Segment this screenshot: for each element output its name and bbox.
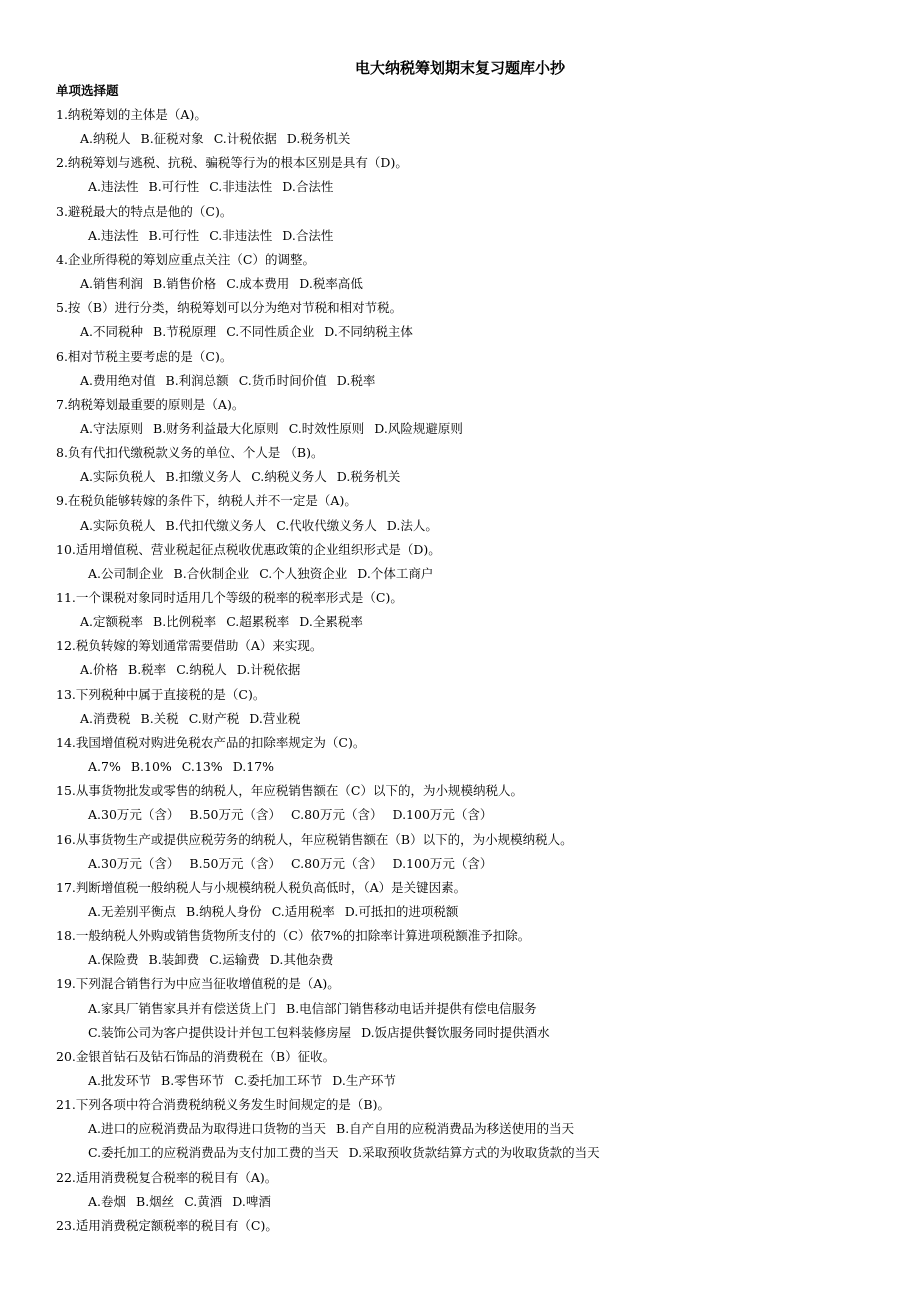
option-item: A.进口的应税消费品为取得进口货物的当天 <box>88 1121 327 1137</box>
option-item: A.批发环节 <box>88 1073 152 1088</box>
option-item: D.其他杂费 <box>269 952 334 968</box>
question-text: 14.我国增值税对购进免税农产品的扣除率规定为（C)。 <box>56 734 366 750</box>
option-item: B.自产自用的应税消费品为移送使用的当天 <box>336 1121 575 1137</box>
option-item: D.可抵扣的进项税额 <box>344 903 459 919</box>
option-item: C.不同性质企业 <box>226 324 315 340</box>
option-item: B.节税原理 <box>153 324 217 340</box>
option-item: C.13% <box>181 759 223 775</box>
option-row <box>88 1142 610 1164</box>
option-item: D.个体工商户 <box>357 565 434 581</box>
question-text: 17.判断增值税一般纳税人与小规模纳税人税负高低时，（A）是关键因素。 <box>56 879 467 895</box>
question-text: 3.避税最大的特点是他的（C)。 <box>56 203 233 219</box>
question-text: 11.一个课税对象同时适用几个等级的税率的税率形式是（C)。 <box>56 590 403 605</box>
option-item: B.装卸费 <box>148 952 200 968</box>
option-row <box>80 659 310 681</box>
option-item: C.80万元（含） <box>291 855 383 871</box>
option-row <box>88 804 502 826</box>
option-row <box>88 998 547 1020</box>
option-item: A.公司制企业 <box>88 565 164 581</box>
option-item: C.委托加工环节 <box>234 1073 323 1088</box>
option-row <box>80 321 423 343</box>
option-item: B.纳税人身份 <box>186 903 262 919</box>
option-item: A.实际负税人 <box>80 517 156 533</box>
option-item: A.家具厂销售家具并有偿送货上门 <box>88 1000 277 1016</box>
option-item: B.可行性 <box>148 227 200 243</box>
question-text: 8.负有代扣代缴税款义务的单位、个人是 （B)。 <box>56 445 324 461</box>
question-text: 4.企业所得税的筹划应重点关注（C）的调整。 <box>56 251 315 267</box>
option-item: A.消费税 <box>80 710 131 726</box>
option-row <box>88 176 343 198</box>
question-text: 22.适用消费税复合税率的税目有（A)。 <box>56 1169 278 1185</box>
option-row <box>80 418 473 440</box>
option-row <box>88 225 343 247</box>
option-item: A.卷烟 <box>88 1193 127 1209</box>
option-item: A.实际负税人 <box>80 469 156 485</box>
option-item: D.100万元（含） <box>392 807 493 823</box>
option-row <box>88 1118 584 1140</box>
question-text: 13.下列税种中属于直接税的是（C)。 <box>56 686 266 702</box>
option-item: D.啤酒 <box>232 1193 271 1209</box>
option-item: A.7% <box>88 759 121 775</box>
question-text: 9.在税负能够转嫁的条件下，纳税人并不一定是（A)。 <box>56 493 357 509</box>
option-item: C.委托加工的应税消费品为支付加工费的当天 <box>88 1145 339 1161</box>
option-item: A.30万元（含） <box>88 855 180 871</box>
question-text: 7.纳税筹划最重要的原则是（A)。 <box>56 396 245 412</box>
option-item: D.风险规避原则 <box>374 420 463 436</box>
option-row <box>88 853 502 875</box>
option-item: D.生产环节 <box>332 1073 396 1088</box>
question-text: 5.按（B）进行分类，纳税筹划可以分为绝对节税和相对节税。 <box>56 300 403 316</box>
option-item: C.非违法性 <box>209 227 273 243</box>
question-text: 10.适用增值税、营业税起征点税收优惠政策的企业组织形式是（D)。 <box>56 541 441 557</box>
option-item: B.利润总额 <box>165 372 229 388</box>
option-row <box>80 611 373 633</box>
option-item: B.销售价格 <box>153 276 217 292</box>
option-item: A.30万元（含） <box>88 807 180 823</box>
option-item: C.财产税 <box>188 710 240 726</box>
option-item: C.装饰公司为客户提供设计并包工包料装修房屋 <box>88 1024 352 1040</box>
option-item: B.扣缴义务人 <box>165 469 242 485</box>
option-row <box>80 466 410 488</box>
option-row <box>80 128 360 150</box>
option-item: A.无差别平衡点 <box>88 903 177 919</box>
option-item: D.不同纳税主体 <box>324 324 413 340</box>
option-item: D.税率高低 <box>299 276 363 292</box>
question-text: 21.下列各项中符合消费税纳税义务发生时间规定的是（B)。 <box>56 1097 390 1113</box>
question-text: 16.从事货物生产或提供应税劳务的纳税人，年应税销售额在（B）以下的，为小规模纳税人。 <box>56 831 573 847</box>
option-item: B.50万元（含） <box>189 807 281 823</box>
question-text: 2.纳税筹划与逃税、抗税、骗税等行为的根本区别是具有（D)。 <box>56 155 408 171</box>
option-item: D.营业税 <box>249 710 301 726</box>
option-row <box>80 708 310 730</box>
option-row <box>88 563 443 585</box>
question-text: 19.下列混合销售行为中应当征收增值税的是（A)。 <box>56 976 340 992</box>
question-text: 12.税负转嫁的筹划通常需要借助（A）来实现。 <box>56 638 323 654</box>
option-item: D.17% <box>232 759 275 775</box>
option-item: D.税率 <box>336 372 376 388</box>
option-item: A.不同税种 <box>80 324 144 340</box>
option-item: B.关税 <box>140 710 179 726</box>
option-item: B.零售环节 <box>161 1073 225 1088</box>
question-text: 18.一般纳税人外购或销售货物所支付的（C）依7%的扣除率计算进项税额准予扣除。 <box>56 928 531 944</box>
option-item: A.违法性 <box>88 179 139 195</box>
option-item: B.比例税率 <box>153 614 217 630</box>
option-item: C.货币时间价值 <box>238 372 327 388</box>
question-text: 23.适用消费税定额税率的税目有（C)。 <box>56 1217 278 1233</box>
option-item: C.运输费 <box>209 952 260 968</box>
option-item: C.纳税人 <box>176 662 227 678</box>
option-item: C.超累税率 <box>226 614 290 630</box>
page-title: 电大纳税筹划期末复习题库小抄 <box>354 59 565 77</box>
option-item: A.销售利润 <box>80 276 144 292</box>
option-item: A.保险费 <box>88 952 139 968</box>
option-row <box>88 1070 406 1092</box>
option-item: A.守法原则 <box>80 420 144 436</box>
option-item: A.纳税人 <box>80 131 131 147</box>
question-text: 1.纳税筹划的主体是（A)。 <box>56 107 207 122</box>
option-row <box>88 1022 560 1044</box>
option-item: D.饭店提供餐饮服务同时提供酒水 <box>361 1024 550 1040</box>
option-row <box>80 370 385 392</box>
option-item: B.代扣代缴义务人 <box>165 517 267 533</box>
option-row <box>80 273 373 295</box>
option-item: D.全累税率 <box>299 614 363 630</box>
option-row <box>88 949 343 971</box>
question-text: 15.从事货物批发或零售的纳税人，年应税销售额在（C）以下的，为小规模纳税人。 <box>56 783 523 799</box>
option-item: C.代收代缴义务人 <box>276 517 377 533</box>
option-item: B.税率 <box>128 662 167 678</box>
option-item: B.烟丝 <box>136 1193 175 1209</box>
option-item: A.定额税率 <box>80 614 144 630</box>
option-item: A.违法性 <box>88 227 139 243</box>
option-item: D.税务机关 <box>336 469 401 485</box>
option-item: A.价格 <box>80 662 119 678</box>
section-heading: 单项选择题 <box>56 83 119 98</box>
option-item: C.个人独资企业 <box>259 565 348 581</box>
option-item: B.电信部门销售移动电话并提供有偿电信服务 <box>286 1000 537 1016</box>
option-item: A.费用绝对值 <box>80 372 156 388</box>
option-item: D.计税依据 <box>236 662 301 678</box>
question-text: 20.金银首钻石及钻石饰品的消费税在（B）征收。 <box>56 1048 336 1064</box>
option-item: D.法人。 <box>386 517 438 533</box>
option-item: B.合伙制企业 <box>173 565 250 581</box>
option-item: D.合法性 <box>282 227 334 243</box>
option-row <box>88 1191 281 1213</box>
option-item: B.10% <box>130 759 172 775</box>
option-item: B.财务利益最大化原则 <box>153 420 279 436</box>
option-item: B.征税对象 <box>140 131 204 147</box>
option-item: C.时效性原则 <box>288 420 365 436</box>
option-row <box>88 901 468 923</box>
option-item: B.50万元（含） <box>189 855 281 871</box>
option-item: C.纳税义务人 <box>251 469 327 485</box>
option-item: B.可行性 <box>148 179 200 195</box>
option-item: D.采取预收货款结算方式的为收取货款的当天 <box>348 1145 600 1161</box>
option-item: C.适用税率 <box>271 903 335 919</box>
option-item: C.非违法性 <box>209 179 273 195</box>
option-item: C.黄酒 <box>184 1193 223 1209</box>
option-item: D.100万元（含） <box>392 855 493 871</box>
option-row <box>80 515 448 537</box>
option-item: D.税务机关 <box>286 131 351 147</box>
question-text: 6.相对节税主要考虑的是（C)。 <box>56 348 233 364</box>
option-item: C.80万元（含） <box>291 807 383 823</box>
option-item: D.合法性 <box>282 179 334 195</box>
option-item: C.成本费用 <box>226 276 290 292</box>
option-row <box>88 756 284 778</box>
option-item: C.计税依据 <box>213 131 277 147</box>
